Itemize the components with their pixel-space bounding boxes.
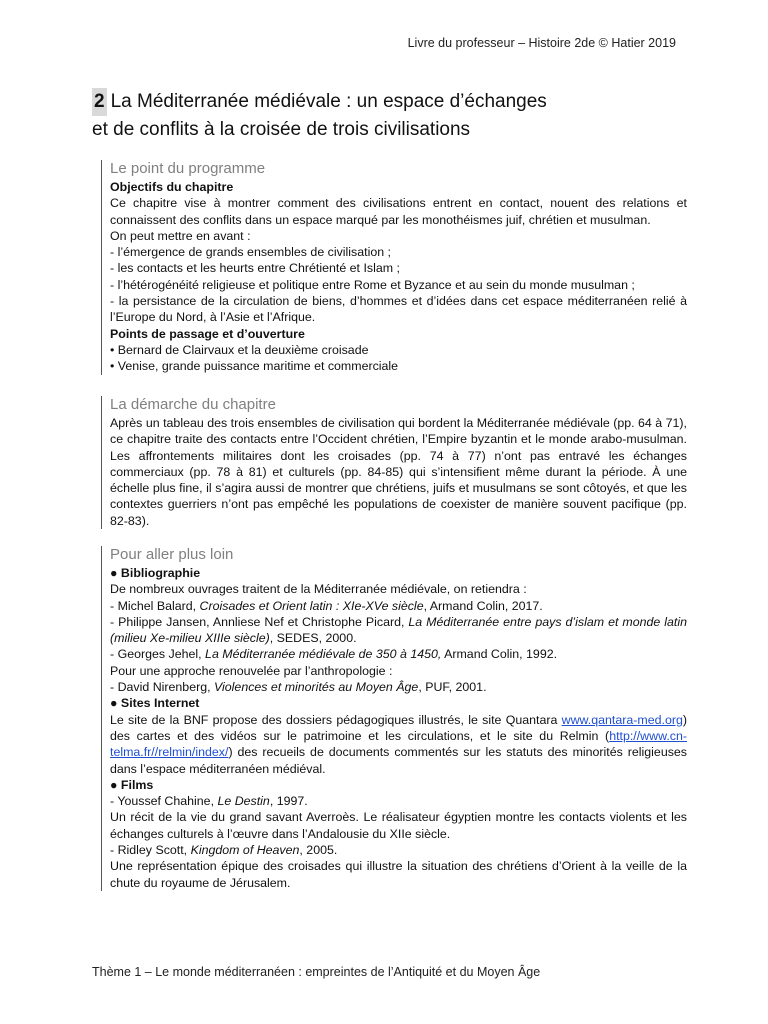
- film-title: Le Destin: [217, 794, 270, 809]
- biblio-author: - Georges Jehel,: [110, 647, 206, 662]
- demarche-text: Après un tableau des trois ensembles de civilisation qui bordent la Méditerranée médiévale (pp. 64 à 71), ce chapitre traite des contacts entre l’Occident chrétien, l’Empire byzantin et le monde arabo-musulman. Les affrontements militaires dont les croisades (pp. 74 à 77) n’ont pas entravé les échanges commerciaux (pp. 78 à 81) et culturels (pp. 84-85) qui s’intensifient même durant la période. À une échelle plus fine, il s’agira aussi de montrer que chrétiens, juifs et musulmans se sont côtoyés, et que les contextes guerriers n’ont pas empêché les populations de coexister de manière souvent pacifique (pp. 82-83).: [110, 416, 687, 528]
- programme-point: - l’émergence de grands ensembles de civilisation ;: [110, 245, 391, 260]
- biblio-rest: , SEDES, 2000.: [269, 631, 357, 646]
- film-entry: [110, 793, 687, 809]
- film-description: Une représentation épique des croisades qui illustre la situation des chrétiens d’Orient à la veille de la chute du royaume de Jérusalem.: [110, 859, 687, 890]
- programme-point: - les contacts et les heurts entre Chrétienté et Islam ;: [110, 261, 400, 276]
- biblio-intro: De nombreux ouvrages traitent de la Méditerranée médiévale, on retiendra :: [110, 582, 527, 597]
- qantara-link[interactable]: www.qantara-med.org: [561, 712, 683, 727]
- biblio-heading: ● Bibliographie: [110, 566, 201, 580]
- film-author: - Ridley Scott,: [110, 843, 191, 858]
- film-description: Un récit de la vie du grand savant Averroès. Le réalisateur égyptien montre les contacts violents et les échanges culturels à l’œuvre dans l’Andalousie du XIIe siècle.: [110, 810, 687, 841]
- chapter-number: 2: [92, 88, 107, 116]
- biblio-author: - Michel Balard,: [110, 598, 200, 613]
- programme-intro: On peut mettre en avant :: [110, 228, 251, 243]
- programme-point: - l’hétérogénéité religieuse et politique entre Rome et Byzance et au sein du monde musulman ;: [110, 277, 635, 292]
- biblio-title: La Méditerranée médiévale de 350 à 1450,: [205, 647, 442, 662]
- chapter-title-line2: et de conflits à la croisée de trois civilisations: [92, 119, 471, 140]
- anthro-intro: Pour une approche renouvelée par l’anthropologie :: [110, 663, 393, 678]
- biblio-title: Violences et minorités au Moyen Âge: [213, 680, 419, 695]
- sites-heading: ● Sites Internet: [110, 696, 200, 711]
- film-rest: , 1997.: [269, 794, 308, 809]
- chapter-title-line1: La Méditerranée médiévale : un espace d’échanges: [110, 91, 547, 112]
- biblio-entry: [110, 614, 687, 647]
- biblio-rest: Armand Colin, 1992.: [441, 647, 558, 662]
- biblio-entry: [110, 646, 687, 662]
- biblio-title: La Méditerranée entre pays d’islam et monde latin (milieu Xe-milieu XIIIe siècle): [110, 614, 687, 646]
- passage-item: • Venise, grande puissance maritime et commerciale: [110, 359, 399, 374]
- biblio-title: Croisades et Orient latin : XIe-XVe siècle: [199, 598, 424, 613]
- section-title-demarche: La démarche du chapitre: [110, 396, 276, 413]
- objectifs-text: Ce chapitre vise à montrer comment des civilisations entrent en contact, nouent des relations et connaissent des conflits dans un espace marqué par les monothéismes juif, chrétien et musulman.: [110, 196, 687, 227]
- sites-text-part: ) des recueils de documents commentés sur les statuts des minorités religieuses dans l’espace méditerranéen médiéval.: [110, 745, 687, 776]
- section-programme: [101, 160, 687, 375]
- biblio-entry: [110, 679, 687, 695]
- passage-item: • Bernard de Clairvaux et la deuxième croisade: [110, 342, 369, 357]
- biblio-author: - David Nirenberg,: [110, 680, 214, 695]
- passage-heading: Points de passage et d’ouverture: [110, 326, 305, 341]
- biblio-rest: , PUF, 2001.: [418, 680, 487, 695]
- section-demarche: [101, 396, 687, 529]
- page-header: Livre du professeur – Histoire 2de © Hatier 2019: [407, 36, 676, 50]
- biblio-rest: , Armand Colin, 2017.: [423, 598, 543, 613]
- films-heading: ● Films: [110, 777, 154, 792]
- film-title: Kingdom of Heaven: [190, 843, 300, 858]
- sites-text: [110, 712, 687, 777]
- section-title-programme: Le point du programme: [110, 160, 266, 177]
- relmin-link[interactable]: http://www.cn-telma.fr//relmin/index/: [110, 728, 687, 760]
- section-plus-loin: [101, 546, 687, 891]
- film-author: - Youssef Chahine,: [110, 794, 218, 809]
- sites-text-part: Le site de la BNF propose des dossiers pédagogiques illustrés, le site Quantara: [110, 712, 562, 727]
- biblio-entry: [110, 598, 687, 614]
- programme-point: - la persistance de la circulation de biens, d’hommes et d’idées dans cet espace méditerranéen relié à l’Europe du Nord, à l’Asie et l’Afrique.: [110, 294, 687, 325]
- film-entry: [110, 842, 687, 858]
- film-rest: , 2005.: [299, 843, 338, 858]
- chapter-title: [92, 88, 692, 144]
- section-title-plus-loin: Pour aller plus loin: [110, 546, 234, 563]
- sites-text-part: ) des cartes et des vidéos sur le patrimoine et les circulations, et le site du Relmin (: [110, 712, 687, 743]
- biblio-author: - Philippe Jansen, Annliese Nef et Christophe Picard,: [110, 614, 409, 629]
- objectifs-heading: Objectifs du chapitre: [110, 180, 234, 194]
- page-footer: Thème 1 – Le monde méditerranéen : empreintes de l’Antiquité et du Moyen Âge: [92, 965, 541, 979]
